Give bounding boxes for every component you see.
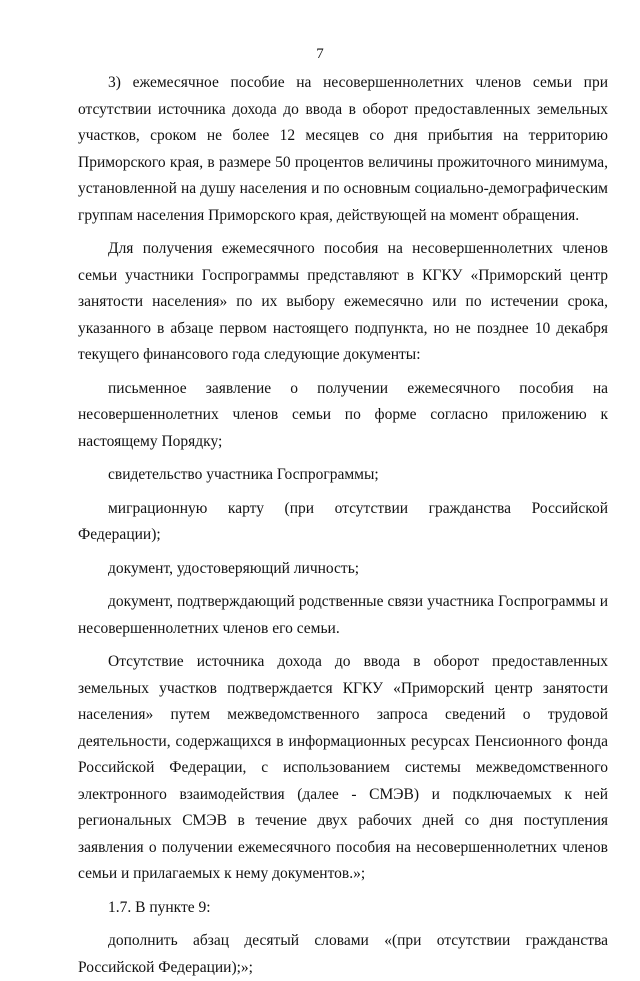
document-body (78, 70, 608, 981)
page-number: 7 (316, 46, 324, 62)
paragraph-monthly-allowance: 3) ежемесячное пособие на несовершеннолетних членов семьи при отсутствии источника дохода до ввода в оборот предоставленных земельных участков, сроком не более 12 месяцев со дня прибытия на территорию Приморского края, в размере 50 процентов величины прожиточного минимума, установленной на душу населения и по основным социально-демографическим группам населения Приморского края, действующей на момент обращения. (78, 74, 608, 224)
list-item-kinship-document: документ, подтверждающий родственные связи участника Госпрограммы и несовершеннолетних членов его семьи. (78, 593, 608, 637)
paragraph-amendment: дополнить абзац десятый словами «(при отсутствии гражданства Российской Федерации);»; (78, 932, 608, 976)
list-item-certificate: свидетельство участника Госпрограммы; (108, 466, 379, 483)
paragraph-income-confirmation: Отсутствие источника дохода до ввода в оборот предоставленных земельных участков подтверждается КГКУ «Приморский центр занятости населения» путем межведомственного запроса сведений о трудовой деятельности, содержащихся в информационных ресурсах Пенсионного фонда Российской Федерации, с использованием системы межведомственного электронного взаимодействия (далее - СМЭВ) и подключаемых к ней региональных СМЭВ в течение двух рабочих дней со дня поступления заявления о получении ежемесячного пособия на несовершеннолетних членов семьи и прилагаемых к нему документов.»; (78, 653, 608, 882)
paragraph-section-heading: 1.7. В пункте 9: (108, 898, 211, 916)
paragraph-documents-required: Для получения ежемесячного пособия на несовершеннолетних членов семьи участники Госпрограммы представляют в КГКУ «Приморский центр занятости населения» по их выбору ежемесячно или по истечении срока, указанного в абзаце первом настоящего подпункта, но не позднее 10 декабря текущего финансового года следующие документы: (78, 240, 608, 363)
list-item-migration-card: миграционную карту (при отсутствии гражданства Российской Федерации); (78, 499, 608, 543)
list-item-identity-document: документ, удостоверяющий личность; (108, 559, 360, 577)
list-item-application: письменное заявление о получении ежемесячного пособия на несовершеннолетних членов семьи по форме согласно приложению к настоящему Порядку; (78, 379, 608, 450)
